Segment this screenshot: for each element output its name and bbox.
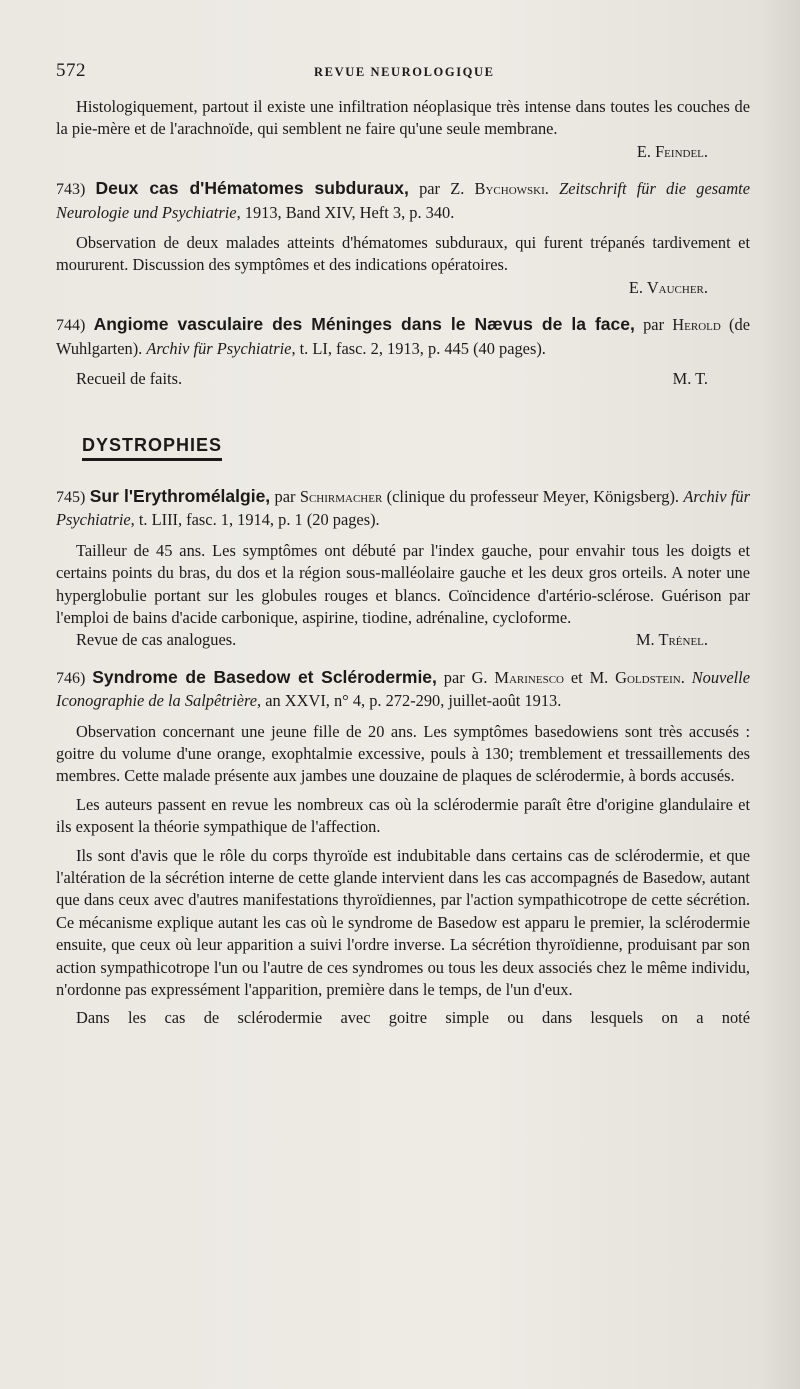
entry-745-title: Sur l'Erythromélalgie, <box>89 485 271 506</box>
section-heading: DYSTROPHIES <box>82 434 222 460</box>
journal-title: REVUE NEUROLOGIQUE <box>314 65 495 79</box>
entry-745-journal: Archiv für Psychiatrie <box>56 486 750 530</box>
entry-745-number: 745) <box>56 488 86 506</box>
entry-744-body-row <box>56 368 750 390</box>
entry-prev-text: Histologiquement, partout il existe une infiltration néoplasique très intense dans toutes les couches de la pie-mère et de l'arachnoïde, qui semblent ne faire qu'une seule membrane. <box>56 97 750 139</box>
entry-744-title: Angiome vasculaire des Méninges dans le Nævus de la face, <box>93 314 635 335</box>
entry-744-by: par <box>634 315 673 335</box>
entry-746-by: par <box>436 667 472 687</box>
entry-746-author2: M. Goldstein <box>589 667 681 687</box>
entry-743-title: Deux cas d'Hématomes subduraux, <box>95 178 409 199</box>
entry-743-ref: , 1913, Band XIV, Heft 3, p. 340. <box>236 202 455 222</box>
entry-745-text2: Revue de cas analogues. <box>76 630 237 650</box>
entry-744-author-detail: (de Wuhlgarten). <box>56 315 750 358</box>
entry-745-author-detail: (clinique du professeur Meyer, Königsberg). <box>382 486 684 506</box>
entry-743-by: par <box>408 179 451 199</box>
entry-746-and: et <box>563 667 590 687</box>
entry-746-paragraph: Dans les cas de sclérodermie avec goitre simple ou dans lesquels on a noté <box>76 1008 750 1028</box>
entry-743-signature-row <box>56 277 750 299</box>
entry-746-ref: , an XXVI, n° 4, p. 272-290, juillet-août 1913. <box>257 691 562 711</box>
entry-744-journal: Archiv für Psychiatrie <box>146 338 292 358</box>
entry-745-signature: M. Trénel. <box>635 630 708 650</box>
page-number: 572 <box>56 60 86 81</box>
entry-743-journal: Zeitschrift für die gesamte Neurologie und Psychiatrie <box>56 179 751 222</box>
entry-744-signature: M. T. <box>672 369 708 389</box>
entry-prev-signature: E. Feindel. <box>636 141 708 161</box>
entry-745-header <box>56 485 750 532</box>
entry-744-text: Recueil de faits. <box>76 369 183 389</box>
entry-743-author: Z. Bychowski <box>450 179 545 199</box>
entry-743-number: 743) <box>56 181 86 199</box>
entry-745-author: Schirmacher <box>299 486 383 506</box>
entry-745-text: Tailleur de 45 ans. Les symptômes ont débuté par l'index gauche, pour envahir tous les doigts et certains points du bras, du dos et la région sous-malléolaire gauche et les deux gros orteils. A noter une hyperglobulie portant sur les globules rouges et blancs. Coïncidence d'artério-sclérose. Guérison par l'emploi de bains d'acide carbonique, aspirine, tiodine, adrénaline, cycloforme. <box>56 540 750 627</box>
entry-744-header <box>56 313 750 360</box>
entry-746-paragraph: Ils sont d'avis que le rôle du corps thyroïde est indubitable dans certains cas de sclérodermie, et que l'altération de la sécrétion interne de cette glande intervient dans les cas accompagnés de Basedow, autant que dans ceux avec d'autres manifestations thyroïdiennes, par l'action sympathicotrope de cette sécrétion. Ce mécanisme explique autant les cas où le syndrome de Basedow est apparu le premier, la sclérodermie ensuite, que ceux où leur apparition a suivi l'ordre inverse. La sécrétion thyroïdienne, produisant par son action sympathicotrope l'un ou l'autre de ces syndromes ou tous les deux associés chez le même individu, n'ordonne pas expressément l'apparition, première dans le temps, de l'un d'eux. <box>56 845 750 999</box>
entry-743-signature: E. Vaucher. <box>628 277 708 297</box>
entry-746-paragraph: Les auteurs passent en revue les nombreux cas où la sclérodermie paraît être d'origine glandulaire et ils exposent la théorie sympathique de l'affection. <box>56 794 750 837</box>
entry-746-header <box>56 666 750 713</box>
entry-prev-signature-row <box>56 141 750 163</box>
page-content <box>56 96 750 1030</box>
entry-746-title: Syndrome de Basedow et Sclérodermie, <box>92 666 437 687</box>
entry-743-text: Observation de deux malades atteints d'hématomes subduraux, qui furent trépanés tardivement et moururent. Discussion des symptômes et des indications opératoires. <box>56 233 750 275</box>
entry-744-number: 744) <box>56 317 86 335</box>
entry-746-number: 746) <box>56 669 86 687</box>
entry-746-journal: Nouvelle Iconographie de la Salpêtrière <box>56 667 750 711</box>
entry-746-author1: G. Marinesco <box>471 667 564 687</box>
running-head <box>56 60 756 86</box>
entry-744-author: Herold <box>672 315 721 335</box>
entry-744-ref: , t. LI, fasc. 2, 1913, p. 445 (40 pages). <box>291 338 546 358</box>
entry-745-ref: , t. LIII, fasc. 1, 1914, p. 1 (20 pages). <box>130 510 380 530</box>
entry-745-body-row <box>56 629 750 651</box>
entry-746-paragraph: Observation concernant une jeune fille de 20 ans. Les symptômes basedowiens sont très accusés : goitre du volume d'une orange, exophtalmie excessive, pouls à 130; tremblement et tressaillements des membres. Cette malade présente aux jambes une douzaine de plaques de sclérodermie, à bords accusés. <box>56 721 750 786</box>
entry-743-header <box>56 177 750 224</box>
entry-746-sep: . <box>680 667 692 687</box>
entry-743-sep: . <box>544 179 560 199</box>
entry-745-by: par <box>270 486 300 506</box>
